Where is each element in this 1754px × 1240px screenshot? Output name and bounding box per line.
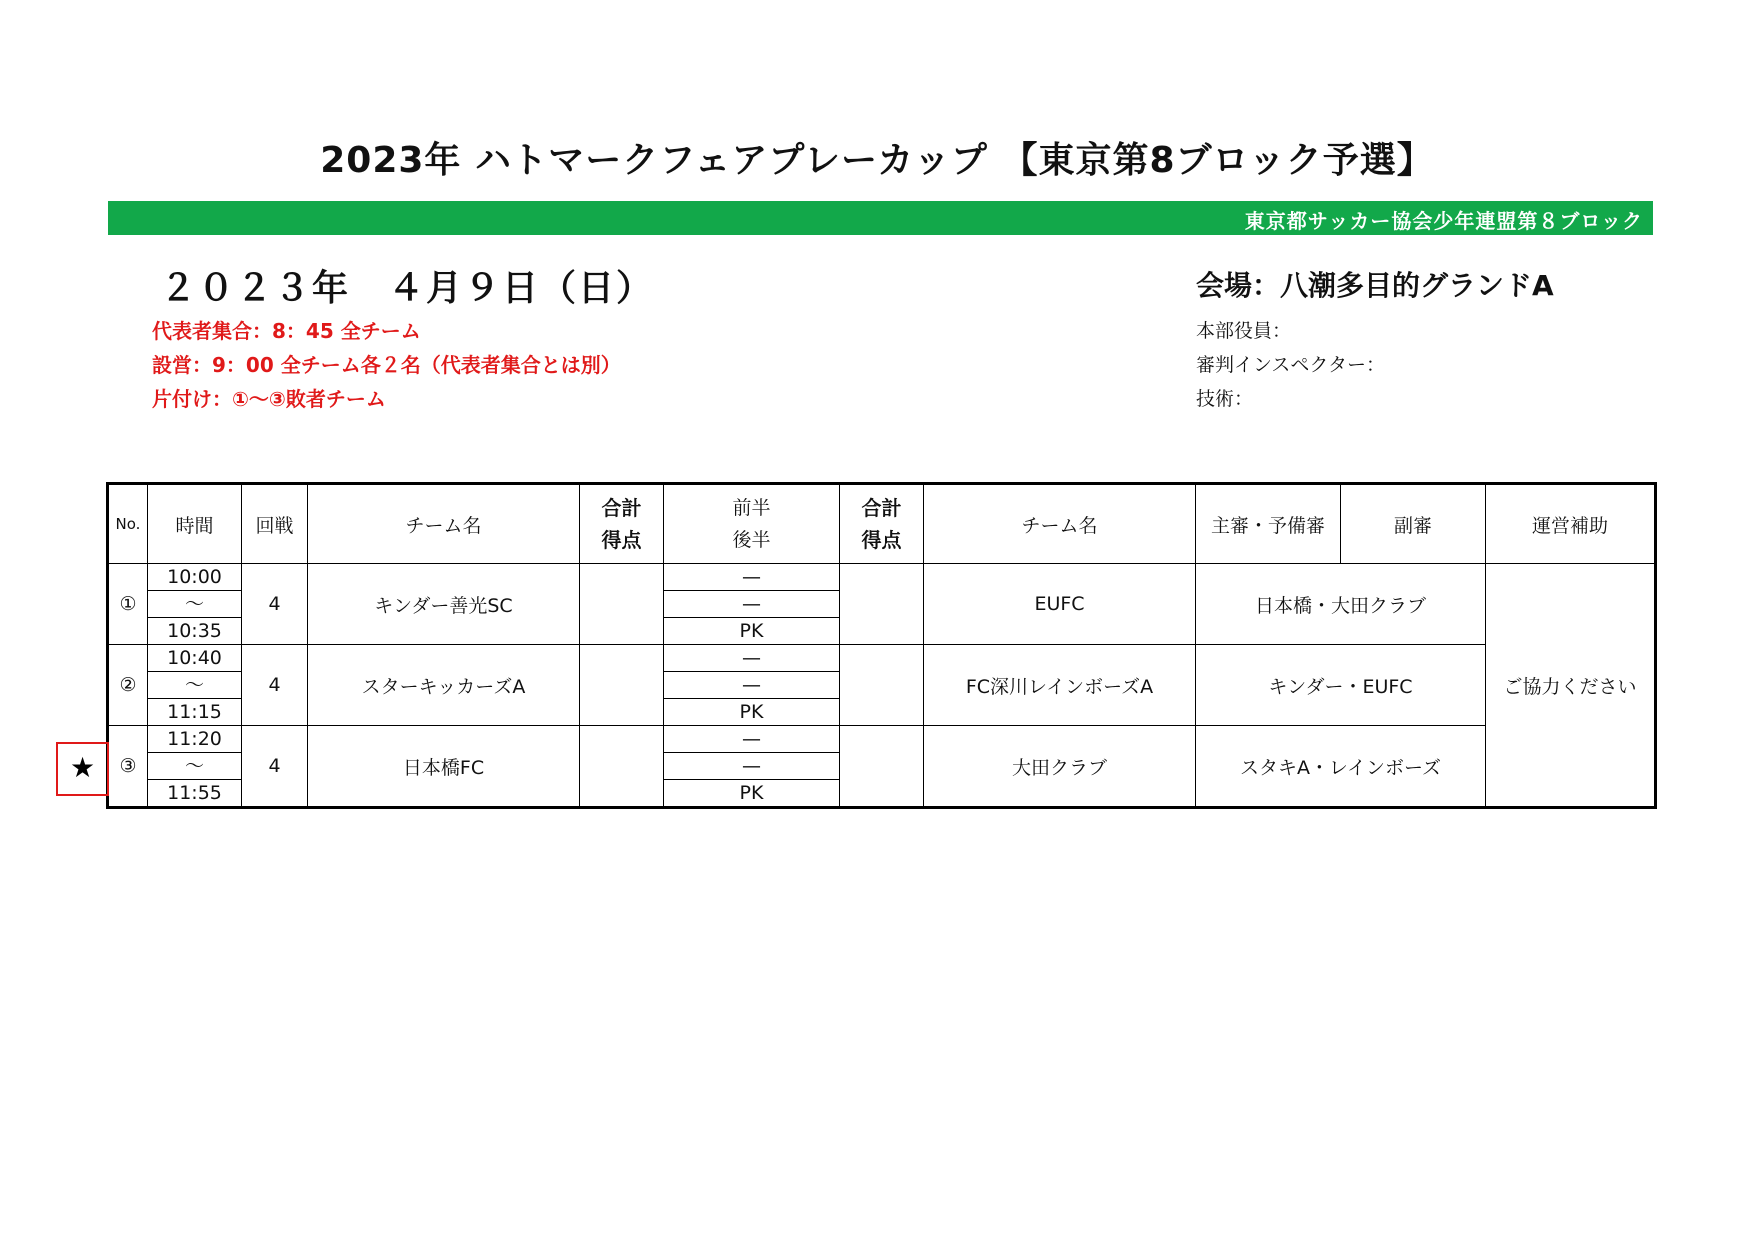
home-team: 日本橋FC <box>308 726 580 808</box>
match-end: 11:55 <box>148 780 242 808</box>
first-half-score: — <box>664 564 840 591</box>
match-no: ② <box>108 645 148 726</box>
note-representatives: 代表者集合：8：45 全チーム <box>152 319 421 343</box>
staff-technical: 技術： <box>1196 388 1254 410</box>
match-round: 4 <box>242 726 308 808</box>
header-total-line2: 得点 <box>601 528 642 552</box>
match-no: ③ <box>108 726 148 808</box>
away-team: FC深川レインボーズA <box>924 645 1196 726</box>
match-round: 4 <box>242 645 308 726</box>
table-row <box>108 726 1656 753</box>
header-total-line1: 合計 <box>601 496 642 520</box>
table-row <box>108 564 1656 591</box>
match-end: 11:15 <box>148 699 242 726</box>
table-header-row <box>108 484 1656 564</box>
away-total <box>840 564 924 645</box>
header-referee: 主審・予備審 <box>1196 484 1341 564</box>
note-cleanup: 片付け：①～③敗者チーム <box>152 387 386 411</box>
staff-headquarters: 本部役員： <box>1196 320 1292 342</box>
header-round: 回戦 <box>242 484 308 564</box>
away-team: EUFC <box>924 564 1196 645</box>
away-total <box>840 645 924 726</box>
header-time: 時間 <box>148 484 242 564</box>
home-team: スターキッカーズA <box>308 645 580 726</box>
away-total <box>840 726 924 808</box>
first-half-score: — <box>664 645 840 672</box>
match-start: 10:00 <box>148 564 242 591</box>
event-date: ２０２３年 ４月９日（日） <box>160 268 655 309</box>
match-no: ① <box>108 564 148 645</box>
header-assistant: 副審 <box>1341 484 1486 564</box>
match-tilde: ～ <box>148 753 242 780</box>
pk-label: PK <box>664 699 840 726</box>
header-away-total <box>840 484 924 564</box>
header-support: 運営補助 <box>1486 484 1656 564</box>
header-halves <box>664 484 840 564</box>
home-team: キンダー善光SC <box>308 564 580 645</box>
second-half-score: — <box>664 591 840 618</box>
referees: 日本橋・大田クラブ <box>1196 564 1486 645</box>
home-total <box>580 726 664 808</box>
header-away-team: チーム名 <box>924 484 1196 564</box>
header-total-line2: 得点 <box>861 528 902 552</box>
match-start: 10:40 <box>148 645 242 672</box>
header-home-total <box>580 484 664 564</box>
venue: 会場：八潮多目的グランドA <box>1196 269 1554 302</box>
pk-label: PK <box>664 780 840 808</box>
note-setup: 設営：9：00 全チーム各２名（代表者集合とは別） <box>152 353 621 377</box>
header-first-half: 前半 <box>732 497 771 519</box>
home-total <box>580 645 664 726</box>
page-title: 2023年 ハトマークフェアプレーカップ 【東京第8ブロック予選】 <box>320 140 1434 181</box>
away-team: 大田クラブ <box>924 726 1196 808</box>
organizer-label: 東京都サッカー協会少年連盟第８ブロック <box>1244 209 1643 233</box>
star-marker: ★ <box>56 742 109 796</box>
first-half-score: — <box>664 726 840 753</box>
header-second-half: 後半 <box>732 529 771 551</box>
match-tilde: ～ <box>148 672 242 699</box>
referees: キンダー・EUFC <box>1196 645 1486 726</box>
match-end: 10:35 <box>148 618 242 645</box>
match-schedule-table <box>106 482 1657 809</box>
header-total-line1: 合計 <box>861 496 902 520</box>
header-no: No. <box>108 484 148 564</box>
match-tilde: ～ <box>148 591 242 618</box>
header-home-team: チーム名 <box>308 484 580 564</box>
second-half-score: — <box>664 672 840 699</box>
referees: スタキA・レインボーズ <box>1196 726 1486 808</box>
organizer-banner <box>108 201 1653 235</box>
staff-referee-inspector: 審判インスペクター： <box>1196 354 1386 376</box>
support-note: ご協力ください <box>1486 564 1656 808</box>
staff-list <box>1196 314 1385 416</box>
second-half-score: — <box>664 753 840 780</box>
assembly-notes <box>152 314 621 416</box>
home-total <box>580 564 664 645</box>
pk-label: PK <box>664 618 840 645</box>
match-start: 11:20 <box>148 726 242 753</box>
table-row <box>108 645 1656 672</box>
match-round: 4 <box>242 564 308 645</box>
